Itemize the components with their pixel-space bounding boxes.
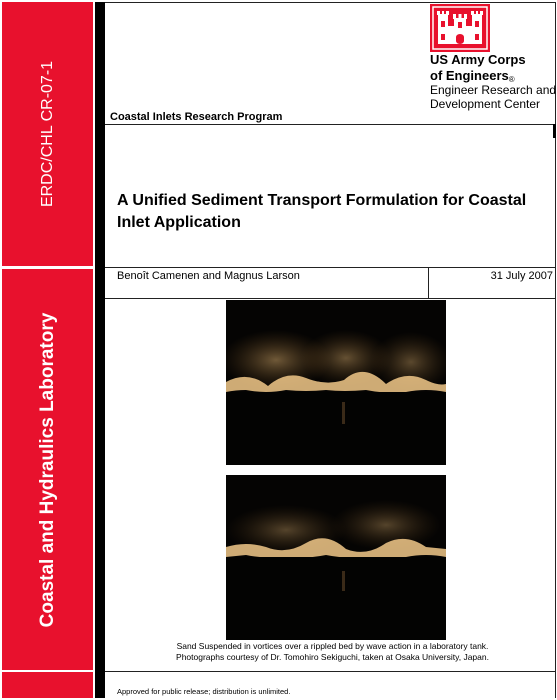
caption-line-2: Photographs courtesy of Dr. Tomohiro Sekiguchi, taken at Osaka University, Japan. <box>176 652 489 662</box>
sidebar-top <box>2 2 93 266</box>
sidebar-foot <box>2 672 93 698</box>
photo-caption <box>110 641 555 663</box>
logo-line-1: US Army Corps <box>430 52 526 67</box>
divider-bar <box>95 2 105 698</box>
rule-authors-top <box>105 267 555 268</box>
authors: Benoît Camenen and Magnus Larson <box>117 270 300 282</box>
report-date: 31 July 2007 <box>490 270 553 282</box>
rule-right <box>555 2 556 698</box>
cover-photo-top <box>226 300 446 465</box>
logo-line-2: of Engineers <box>430 68 509 83</box>
logo-line-4: Development Center <box>430 97 541 111</box>
sidebar-bottom <box>2 269 93 670</box>
usace-logo <box>428 4 557 134</box>
castle-icon <box>430 4 490 52</box>
cover-photo-bottom <box>226 475 446 640</box>
rule-tick <box>553 124 556 138</box>
laboratory-name: Coastal and Hydraulics Laboratory <box>36 312 58 627</box>
rule-authors-bottom <box>105 298 555 299</box>
distribution-statement: Approved for public release; distribution is unlimited. <box>117 687 291 696</box>
logo-line-3: Engineer Research and <box>430 83 557 97</box>
caption-line-1: Sand Suspended in vortices over a rippled bed by wave action in a laboratory tank. <box>176 641 489 651</box>
rule-top <box>105 2 555 3</box>
report-title: A Unified Sediment Transport Formulation for Coastal Inlet Application <box>117 192 527 231</box>
program-name: Coastal Inlets Research Program <box>110 111 283 123</box>
registered-mark: ® <box>508 75 515 84</box>
rule-date-divider <box>428 267 429 298</box>
report-number: ERDC/CHL CR-07-1 <box>38 60 56 208</box>
rule-footer <box>105 671 555 672</box>
